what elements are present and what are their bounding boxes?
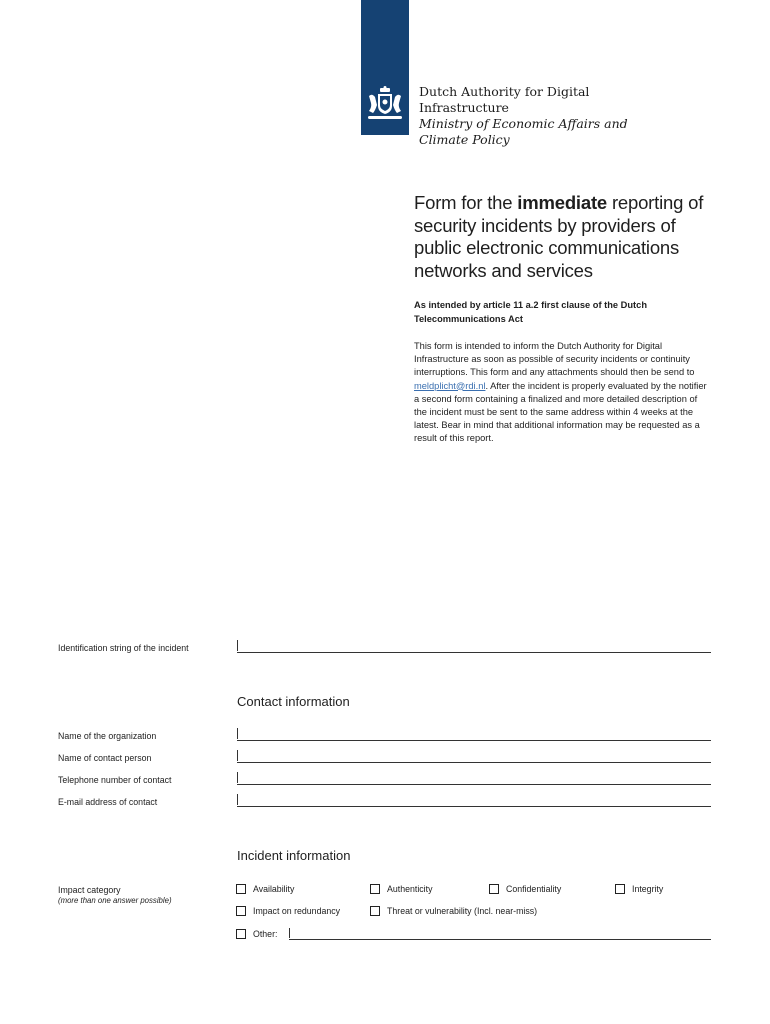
- email-label: E-mail address of contact: [58, 797, 158, 807]
- title-emphasis: immediate: [517, 192, 608, 213]
- checkbox-box[interactable]: [236, 884, 246, 894]
- organization-label: Name of the organization: [58, 731, 157, 741]
- checkbox-box[interactable]: [370, 884, 380, 894]
- checkbox-availability[interactable]: [236, 884, 294, 894]
- checkbox-other[interactable]: [236, 929, 277, 939]
- government-logo-bar: [361, 0, 409, 135]
- impact-category-hint: (more than one answer possible): [58, 896, 172, 905]
- checkbox-box[interactable]: [236, 906, 246, 916]
- checkbox-threat-label: Threat or vulnerability (Incl. near-miss): [387, 906, 538, 916]
- title-suffix: reporting of security incidents by providers of public electronic communications networks and services: [414, 192, 704, 281]
- checkbox-integrity[interactable]: [615, 884, 663, 894]
- phone-label: Telephone number of contact: [58, 775, 172, 785]
- checkbox-confidentiality-label: Confidentiality: [506, 884, 562, 894]
- organization-name: [419, 84, 628, 148]
- intro-text-before: This form is intended to inform the Dutch Authority for Digital Infrastructure as soon as possible of security incidents or continuity interruptions. This form and any attachments should then be send to: [414, 341, 695, 378]
- incident-section-heading: Incident information: [237, 848, 351, 863]
- organization-field[interactable]: [237, 728, 711, 741]
- checkbox-integrity-label: Integrity: [632, 884, 664, 894]
- contact-person-field[interactable]: [237, 750, 711, 763]
- checkbox-redundancy-label: Impact on redundancy: [253, 906, 341, 916]
- intro-paragraph: [414, 340, 710, 446]
- checkbox-authenticity[interactable]: [370, 884, 432, 894]
- identification-field[interactable]: [237, 640, 711, 653]
- checkbox-box[interactable]: [489, 884, 499, 894]
- other-text-field[interactable]: [289, 928, 711, 940]
- checkbox-threat[interactable]: [370, 906, 537, 916]
- checkbox-authenticity-label: Authenticity: [387, 884, 433, 894]
- identification-label: Identification string of the incident: [58, 643, 189, 653]
- form-title: [414, 192, 714, 282]
- coat-of-arms-icon: [365, 86, 405, 122]
- email-link[interactable]: meldplicht@rdi.nl: [414, 380, 486, 391]
- intro-text-after: . After the incident is properly evaluated by the notifier a second form containing a finalized and more detailed description of the incident must be sent to the same address within 4 weeks at the latest. Bear in mind that additional information may be requested as a result of this report.: [414, 380, 707, 444]
- title-prefix: Form for the: [414, 192, 518, 213]
- checkbox-confidentiality[interactable]: [489, 884, 561, 894]
- checkbox-other-label: Other:: [253, 929, 278, 939]
- org-name-line1: Dutch Authority for Digital: [419, 84, 590, 99]
- checkbox-box[interactable]: [370, 906, 380, 916]
- contact-person-label: Name of contact person: [58, 753, 152, 763]
- checkbox-box[interactable]: [615, 884, 625, 894]
- impact-category-label: Impact category: [58, 885, 121, 895]
- contact-section-heading: Contact information: [237, 694, 350, 709]
- ministry-line1: Ministry of Economic Affairs and: [419, 116, 628, 131]
- email-field[interactable]: [237, 794, 711, 807]
- org-name-line2: Infrastructure: [419, 100, 509, 115]
- ministry-line2: Climate Policy: [419, 132, 510, 147]
- checkbox-availability-label: Availability: [253, 884, 295, 894]
- checkbox-box[interactable]: [236, 929, 246, 939]
- form-subtitle: As intended by article 11 a.2 first clause of the Dutch Telecommunications Act: [414, 300, 648, 324]
- checkbox-redundancy[interactable]: [236, 906, 340, 916]
- phone-field[interactable]: [237, 772, 711, 785]
